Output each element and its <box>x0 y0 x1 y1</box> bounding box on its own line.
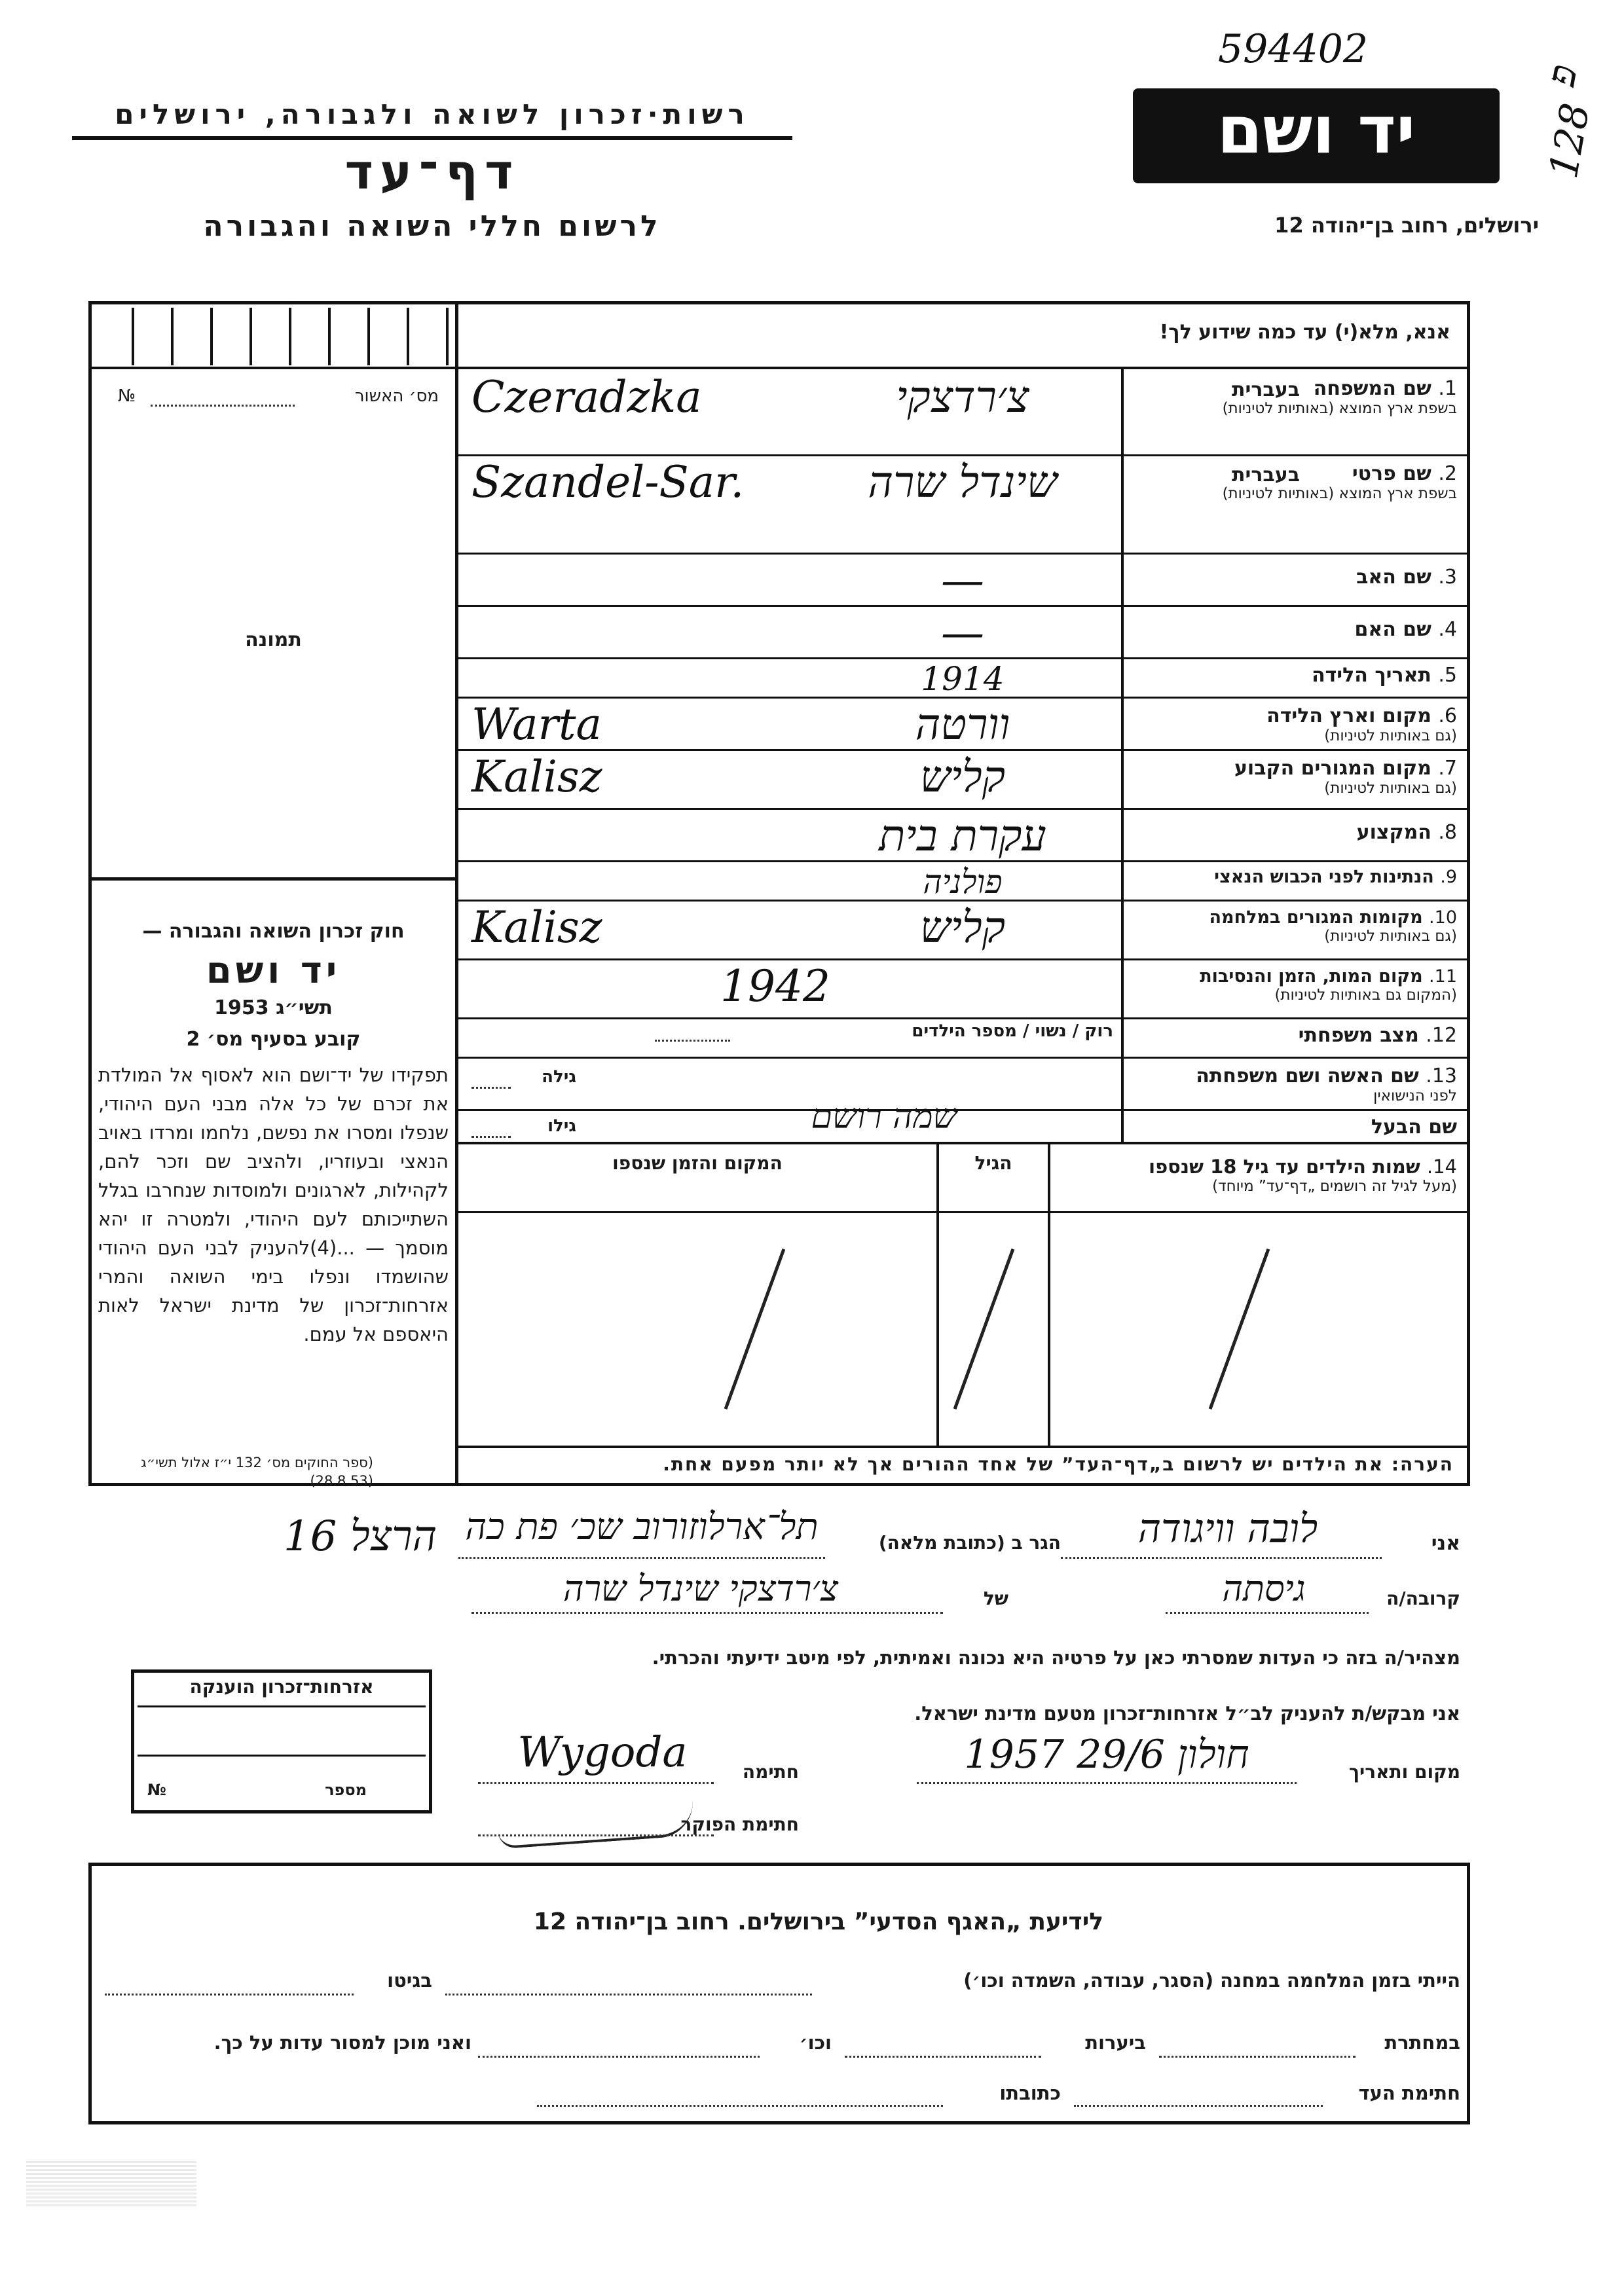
field-value-hebrew[interactable]: פולניה <box>923 863 1003 901</box>
field-row-divider <box>458 1057 1470 1059</box>
intro-row-line <box>88 367 1470 369</box>
place-date-value: חולון 29/6 1957 <box>964 1732 1249 1777</box>
logo-text: יד ושם <box>1217 92 1416 168</box>
inspector-signature <box>496 1800 695 1850</box>
civil-box-line-1 <box>138 1705 426 1707</box>
field-label-text: שם האם <box>1354 618 1431 641</box>
field-label-text: מקום וארץ הלידה <box>1266 704 1431 727</box>
side-number: 128 <box>1540 100 1599 182</box>
children-col-divider-2 <box>936 1144 939 1446</box>
children-number: 14. <box>1426 1156 1457 1178</box>
field-label-text: הנתינות לפני הכבוש הנאצי <box>1214 867 1434 887</box>
relation-value: גיסתה <box>1222 1568 1306 1609</box>
field-sublabel: (המקום גם באותיות לטיניות) <box>1274 987 1457 1004</box>
archive-number: 594402 <box>1218 26 1369 72</box>
signature-label: חתימה <box>742 1761 799 1783</box>
children-header-bottom <box>458 1211 1470 1213</box>
law-year <box>95 996 452 1019</box>
photo-area-bottom <box>88 877 458 881</box>
field-value-hebrew[interactable]: שינדל שרה <box>868 457 1058 507</box>
field-value-latin[interactable]: 1942 <box>720 961 830 1011</box>
field-label <box>1356 566 1457 589</box>
wife-age-label: גילה <box>542 1067 576 1087</box>
law-clause: קובע בסעיף מס׳ 2 <box>186 1028 361 1051</box>
relative-label: קרובה/ה <box>1386 1588 1460 1609</box>
relative-of-label: של <box>983 1588 1008 1609</box>
field-label-text: שם המשפחה <box>1313 377 1431 400</box>
field-sublabel: (גם באותיות לטיניות) <box>1324 928 1457 945</box>
field-value-hebrew[interactable]: קליש <box>919 752 1006 802</box>
field-label-text: המקצוע <box>1356 821 1431 844</box>
place-date-line[interactable] <box>917 1782 1297 1784</box>
field-number: 8. <box>1438 821 1457 844</box>
declarant-i-label: אני <box>1431 1532 1460 1555</box>
field-value-latin[interactable]: Szandel-Sar. <box>471 457 745 507</box>
label-column-divider <box>1121 369 1124 1142</box>
signature-value: Wygoda <box>517 1728 688 1777</box>
side-mark: פ <box>1538 61 1587 90</box>
bottom-line2-etc: וכו׳ <box>799 2032 832 2054</box>
field-row-divider <box>458 808 1470 810</box>
form-title: דף־עד <box>344 144 520 200</box>
field-sublabel: (גם באותיות לטיניות) <box>1324 780 1457 797</box>
children-col-divider-1 <box>1048 1144 1050 1446</box>
field-label <box>1312 664 1457 687</box>
field-value-latin[interactable]: Czeradzka <box>471 372 702 422</box>
civil-box-line-2 <box>138 1755 426 1757</box>
declarant-address-label: הגר ב (כתובת מלאה) <box>878 1532 1061 1554</box>
bottom-title: לידיעת „האגף הסדעי” בירושלים. רחוב בן־יהודה 12 <box>533 1908 1104 1935</box>
field-number: 11. <box>1429 966 1457 987</box>
declarant-name-line[interactable] <box>1061 1557 1382 1559</box>
bottom-line1-start: הייתי בזמן המלחמה במחנה (הסגר, עבודה, השמדה וכו׳) <box>963 1969 1460 1992</box>
note-text: הערה: את הילדים יש לרשום ב„דף־העד” של אחד ההורים אך לא יותר מפעם אחת. <box>663 1453 1454 1475</box>
bottom-line3-signature-line[interactable] <box>1074 2105 1323 2107</box>
bottom-line2-end: ואני מוכן למסור עדות על כך. <box>213 2032 471 2054</box>
children-col-age: הגיל <box>974 1152 1012 1174</box>
field-number: 13. <box>1426 1065 1457 1087</box>
field-number: 12. <box>1426 1024 1457 1047</box>
field-value-latin[interactable]: Kalisz <box>471 752 602 802</box>
field-row-divider <box>458 1017 1470 1019</box>
field-sublabel: לפני הנישואין <box>1373 1087 1457 1104</box>
inspector-label: חתימת הפוקר <box>680 1813 799 1835</box>
field-number: 3. <box>1438 566 1457 589</box>
in-hebrew-label: בעברית <box>1232 378 1300 401</box>
field-value-hebrew[interactable]: — <box>941 555 984 606</box>
place-date-label: מקום ותאריך <box>1348 1761 1460 1783</box>
field-label <box>1371 1116 1457 1139</box>
field-value-hebrew[interactable]: צ׳רדצקי <box>896 372 1029 422</box>
bottom-line2-etc-line[interactable] <box>478 2056 760 2058</box>
field-value-hebrew[interactable]: עקרת בית <box>879 811 1046 861</box>
field-value-hebrew[interactable]: — <box>941 608 984 658</box>
field-label-text: שם האשה ושם משפחתה <box>1196 1065 1419 1087</box>
photo-placeholder-label: תמונה <box>245 629 302 651</box>
children-subtitle: (מעל לגיל זה רושמים „דף־עד” מיוחד) <box>1212 1178 1457 1195</box>
field-sublabel: (גם באותיות לטיניות) <box>1324 727 1457 744</box>
inspector-line[interactable] <box>478 1834 714 1836</box>
law-text: תפקידו של יד־ושם הוא לאסוף אל המולדת את זכרם של כל אלה מבני העם היהודי, שנפלו ומסרו את נפשם, נלחמו ומרדו באויב הנאצי ובעוזריו, ולהציב שם וזכר להם, לקהילות, לארגונים ולמוסדות שנחרבו בגלל השתייכותם לעם היהודי, ולמטרה זו יהא מוסמך — ...(4)להעניק לבני העם היהודי שהושמדו ונפלו בימי השואה והמרי אזרחות־זכרון של מדינת ישראל לאות היאספם אל עמם. <box>98 1064 449 1345</box>
declarant-address-extra: הרצל 16 <box>283 1512 437 1561</box>
field-number: 10. <box>1429 907 1457 928</box>
law-year-gregorian: 1953 <box>214 996 269 1019</box>
authority-header: רשות·זכרון לשואה ולגבורה, ירושלים <box>115 98 750 130</box>
bottom-line1-end: בגיטו <box>387 1969 432 1992</box>
children-title-text: שמות הילדים עד גיל 18 שנספו <box>1149 1156 1420 1178</box>
field-row-divider <box>458 454 1470 456</box>
wife-age-line[interactable] <box>471 1087 511 1089</box>
field-sublabel: בשפת ארץ המוצא (באותיות לטיניות) <box>1222 485 1457 502</box>
marital-status-options: רוק / נשוי / מספר הילדים <box>912 1021 1113 1041</box>
civil-box-number-label: מספר <box>325 1781 367 1799</box>
field-label <box>1200 966 1457 1004</box>
declaration-text: מצהיר/ה בזה כי העדות שמסרתי כאן על פרטיה היא נכונה ואמיתית, לפי מיטב ידיעתי והכרתי. <box>652 1647 1460 1669</box>
certificate-number-sign: № <box>118 386 136 406</box>
intro-text: אנא, מלא(י) עד כמה שידוע לך! <box>1159 321 1450 344</box>
bottom-line1-camp[interactable] <box>445 1994 812 1995</box>
signature-line[interactable] <box>478 1782 714 1784</box>
field-number: 9. <box>1440 867 1457 887</box>
bottom-line2-underground-line[interactable] <box>1159 2056 1356 2058</box>
field-value-latin[interactable]: Kalisz <box>471 902 602 953</box>
declarant-address: תל־ארלוזורוב שכ׳ פת כה <box>465 1506 819 1548</box>
field-label-text: מקומות המגורים במלחמה <box>1209 907 1423 928</box>
children-table-top <box>458 1142 1470 1144</box>
field-number: 4. <box>1438 618 1457 641</box>
bottom-line2-forests-line[interactable] <box>845 2056 1041 2058</box>
field-label <box>1354 618 1457 641</box>
bottom-line3-address: כתובתו <box>999 2082 1061 2104</box>
field-label <box>1196 1065 1457 1104</box>
relative-of-value: צ׳רדצקי שינדל שרה <box>563 1568 839 1609</box>
relation-line[interactable] <box>1166 1612 1369 1614</box>
field-row-divider <box>458 553 1470 555</box>
civil-box-number-sign: № <box>147 1781 166 1799</box>
law-name: יד ושם <box>206 949 341 992</box>
field-value-hebrew[interactable]: קליש <box>919 902 1006 953</box>
law-title: חוק זכרון השואה והגבורה — <box>142 920 405 943</box>
header-underline <box>72 136 792 140</box>
field-value-hebrew[interactable]: 1914 <box>921 660 1005 698</box>
bottom-line3-witness-signature: חתימת העד <box>1358 2082 1460 2104</box>
bottom-line1-ghetto[interactable] <box>105 1994 354 1995</box>
field-label <box>1234 757 1457 797</box>
field-number: 5. <box>1438 664 1457 687</box>
relative-of-line[interactable] <box>471 1612 943 1614</box>
bottom-line2-underground: במחתרת <box>1384 2032 1460 2054</box>
field-label-text: מקום המות, הזמן והנסיבות <box>1200 966 1423 987</box>
field-label-text: שם הבעל <box>1371 1116 1457 1139</box>
field-value-latin[interactable]: Warta <box>471 699 602 750</box>
declarant-name: לובה וויגודה <box>1137 1506 1318 1552</box>
left-column-divider <box>455 301 458 1486</box>
children-title <box>1149 1156 1457 1195</box>
request-text: אני מבקש/ת להעניק לב״ל אזרחות־זכרון מטעם מדינת ישראל. <box>914 1702 1460 1724</box>
husband-age-label: גילו <box>547 1116 576 1136</box>
law-source: (ספר החוקים מס׳ 132 י״ז אלול תשי״ג (28.8.53) <box>141 1455 373 1489</box>
field-number: 6. <box>1438 704 1457 727</box>
field-label <box>1214 867 1457 887</box>
note-row-top <box>458 1446 1470 1448</box>
field-label <box>1299 1024 1457 1047</box>
form-subtitle: לרשום חללי השואה והגבורה <box>203 210 661 243</box>
field-label-text: שם פרטי <box>1352 462 1431 485</box>
field-sublabel: בשפת ארץ המוצא (באותיות לטיניות) <box>1222 400 1457 417</box>
law-year-hebrew: תשי״ג <box>276 996 333 1019</box>
field-number: 1. <box>1438 377 1457 400</box>
field-label <box>1209 907 1458 945</box>
field-label <box>1266 704 1457 744</box>
field-value-hebrew[interactable]: וורטה <box>915 699 1010 750</box>
field-label-text: מצב משפחתי <box>1298 1024 1419 1047</box>
field-label-text: מקום המגורים הקבוע <box>1234 757 1431 780</box>
certificate-number-line[interactable] <box>151 405 295 407</box>
field-number: 7. <box>1438 757 1457 780</box>
field-label <box>1357 821 1457 844</box>
certificate-comb-boxes <box>95 308 452 365</box>
field-number: 2. <box>1438 462 1457 485</box>
scan-smudge <box>26 2160 196 2206</box>
certificate-number-label: מס׳ האשור <box>354 386 439 406</box>
field-label-text: שם האב <box>1356 566 1431 589</box>
declarant-address-line[interactable] <box>458 1557 825 1559</box>
husband-name-value[interactable]: שמה רושם <box>811 1097 957 1137</box>
civil-box-title: אזרחות־זכרון הוענקה <box>189 1676 374 1698</box>
bottom-line3-address-line[interactable] <box>537 2105 943 2107</box>
husband-age-line[interactable] <box>471 1136 511 1138</box>
children-count-line[interactable] <box>655 1040 730 1042</box>
header-address: ירושלים, רחוב בן־יהודה 12 <box>1274 213 1539 238</box>
bottom-line2-forests: ביערות <box>1085 2032 1146 2054</box>
field-row-divider <box>458 958 1470 960</box>
field-label-text: תאריך הלידה <box>1312 664 1431 687</box>
in-hebrew-label: בעברית <box>1232 464 1300 486</box>
children-col-place: המקום והזמן שנספו <box>612 1152 783 1174</box>
